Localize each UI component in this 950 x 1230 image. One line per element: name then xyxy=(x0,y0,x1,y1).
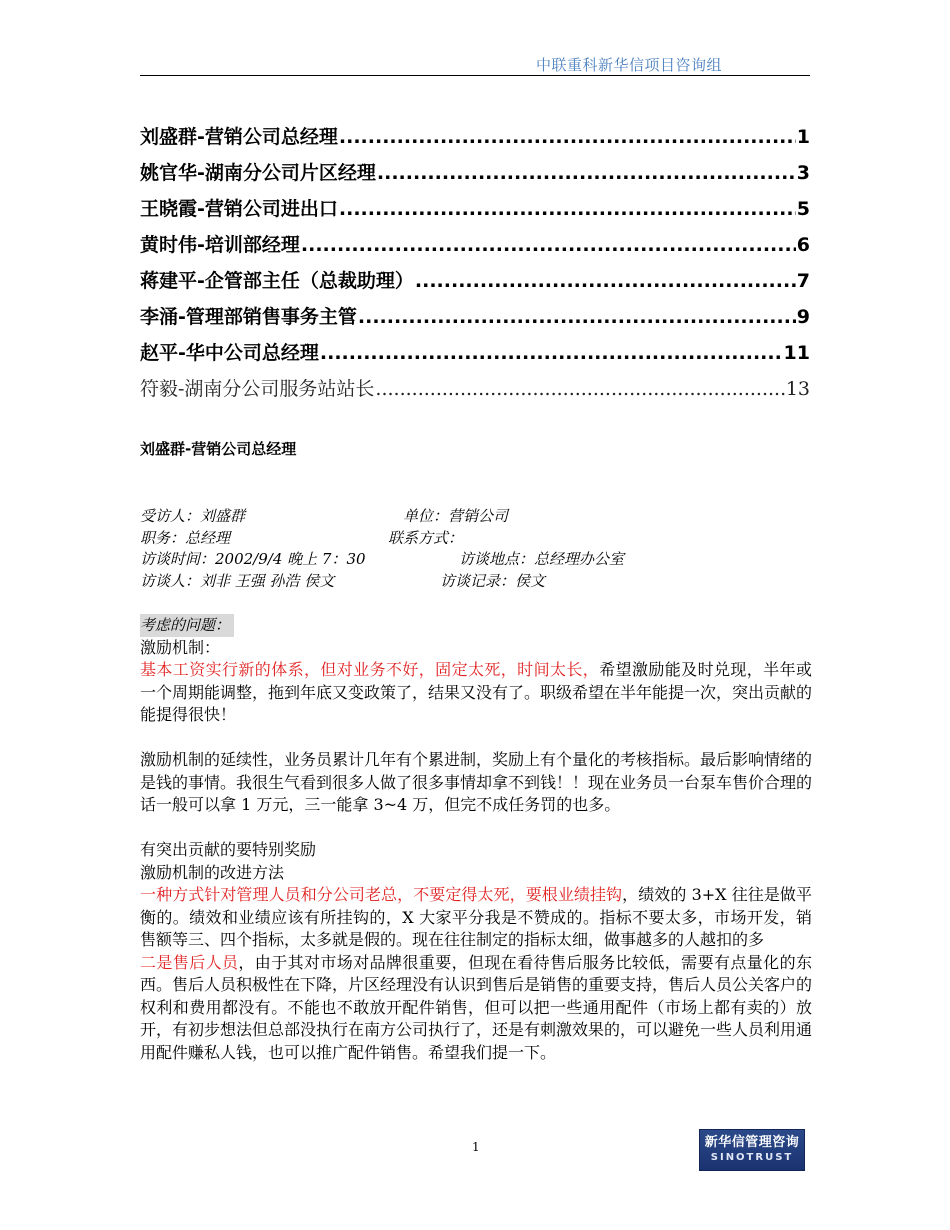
highlight-text: 二是售后人员 xyxy=(140,952,239,972)
page-number: 1 xyxy=(472,1140,480,1154)
toc-entry[interactable] xyxy=(140,122,810,158)
toc-entry-title: 姚官华-湖南分公司片区经理 xyxy=(140,162,376,184)
section-title: 刘盛群-营销公司总经理 xyxy=(140,440,297,458)
issues-label: 考虑的问题： xyxy=(140,614,234,637)
interview-time: 访谈时间：2002/9/4 晚上 7：30 xyxy=(140,550,366,568)
toc-leader-dots xyxy=(415,270,796,292)
contact: 联系方式： xyxy=(388,528,464,547)
toc-entry[interactable] xyxy=(140,374,810,410)
toc-entry-page: 3 xyxy=(796,162,810,184)
position: 职务：总经理 xyxy=(140,528,231,547)
recorder: 访谈记录：侯文 xyxy=(440,571,546,590)
toc-entry[interactable] xyxy=(140,194,810,230)
logo-english-text: SINOTRUST xyxy=(710,1152,794,1163)
toc-entry-page: 11 xyxy=(783,342,810,364)
toc-entry-title: 符毅-湖南分公司服务站站长 xyxy=(140,378,375,400)
sinotrust-logo xyxy=(699,1129,805,1171)
toc-entry-title: 蒋建平-企管部主任（总裁助理） xyxy=(140,270,414,292)
incentive-heading: 激励机制： xyxy=(140,637,221,657)
toc-entry[interactable] xyxy=(140,266,810,302)
paragraph: 有突出贡献的要特别奖励 xyxy=(140,840,317,859)
logo-chinese-text: 新华信管理咨询 xyxy=(704,1135,800,1150)
paragraph-text: 希望激励能及时兑现，半年或一个周期能调整，拖到年底又变政策了，结果又没有了。职级希望在半年能提一次，突出贡献的能提得很快！ xyxy=(140,660,813,724)
paragraph-text: ，由于其对市场对品牌很重要，但现在看待售后服务比较低，需要有点量化的东西。售后人员积极性在下降，片区经理没有认识到售后是销售的重要支持，售后人员公关客户的权利和费用都没有。不能也不敢放开配件销售，但可以把一些通用配件（市场上都有卖的）放开，有初步想法但总部没执行在南方公司执行了，还是有刺激效果的，可以避免一些人员利用通用配件赚私人钱，也可以推广配件销售。希望我们提一下。 xyxy=(140,952,813,1062)
paragraph: 激励机制的改进方法 xyxy=(140,862,285,882)
toc-leader-dots xyxy=(377,162,796,184)
toc-entry[interactable] xyxy=(140,158,810,194)
header-rule xyxy=(140,75,810,76)
toc-entry[interactable] xyxy=(140,230,810,266)
toc-entry[interactable] xyxy=(140,302,810,338)
toc-leader-dots xyxy=(375,378,784,400)
toc-entry-page: 7 xyxy=(796,270,810,292)
interview-location: 访谈地点：总经理办公室 xyxy=(459,550,625,568)
paragraph-text: ，绩效的 3+X 往往是做平衡的。绩效和业绩应该有所挂钩的，X 大家平分我是不赞成的。指标不要太多，市场开发，销售额等三、四个指标，太多就是假的。现在往往制定的指标太细，做事越多的人越扣的多 xyxy=(140,885,812,949)
body-text xyxy=(140,614,812,1064)
paragraph: 激励机制的延续性，业务员累计几年有个累进制，奖励上有个量化的考核指标。最后影响情绪的是钱的事情。我很生气看到很多人做了很多事情却拿不到钱！！现在业务员一台泵车售价合理的话一般可以拿 1 万元，三一能拿 3~4 万，但完不成任务罚的也多。 xyxy=(140,750,813,814)
unit: 单位：营销公司 xyxy=(403,507,509,525)
toc-entry-title: 黄时伟-培训部经理 xyxy=(140,234,300,256)
toc-entry-title: 刘盛群-营销公司总经理 xyxy=(140,126,338,148)
toc-entry-title: 王晓霞-营销公司进出口 xyxy=(140,198,338,220)
toc-entry-title: 赵平-华中公司总经理 xyxy=(140,342,319,364)
toc-leader-dots xyxy=(358,306,796,328)
toc-entry-page: 6 xyxy=(796,234,810,256)
toc-entry[interactable] xyxy=(140,338,810,374)
toc-entry-page: 13 xyxy=(785,378,810,400)
toc-entry-page: 1 xyxy=(796,126,810,148)
highlight-text: 基本工资实行新的体系，但对业务不好，固定太死，时间太长， xyxy=(140,660,600,679)
paragraph xyxy=(140,659,812,727)
toc-entry-page: 5 xyxy=(796,198,810,220)
toc-leader-dots xyxy=(339,198,796,220)
toc-leader-dots xyxy=(301,234,796,256)
highlight-text: 一种方式针对管理人员和分公司老总，不要定得太死，要根业绩挂钩 xyxy=(140,885,623,904)
toc-entry-page: 9 xyxy=(796,306,810,328)
toc-entry-title: 李涌-管理部销售事务主管 xyxy=(140,306,357,328)
toc-leader-dots xyxy=(320,342,783,364)
toc-leader-dots xyxy=(339,126,796,148)
paragraph xyxy=(140,952,812,1065)
header-title: 中联重科新华信项目咨询组 xyxy=(536,56,723,74)
interviewee: 受访人：刘盛群 xyxy=(140,507,246,525)
paragraph xyxy=(140,884,812,952)
table-of-contents xyxy=(140,122,810,410)
interviewers: 访谈人：刘非 王强 孙浩 侯文 xyxy=(140,571,335,590)
